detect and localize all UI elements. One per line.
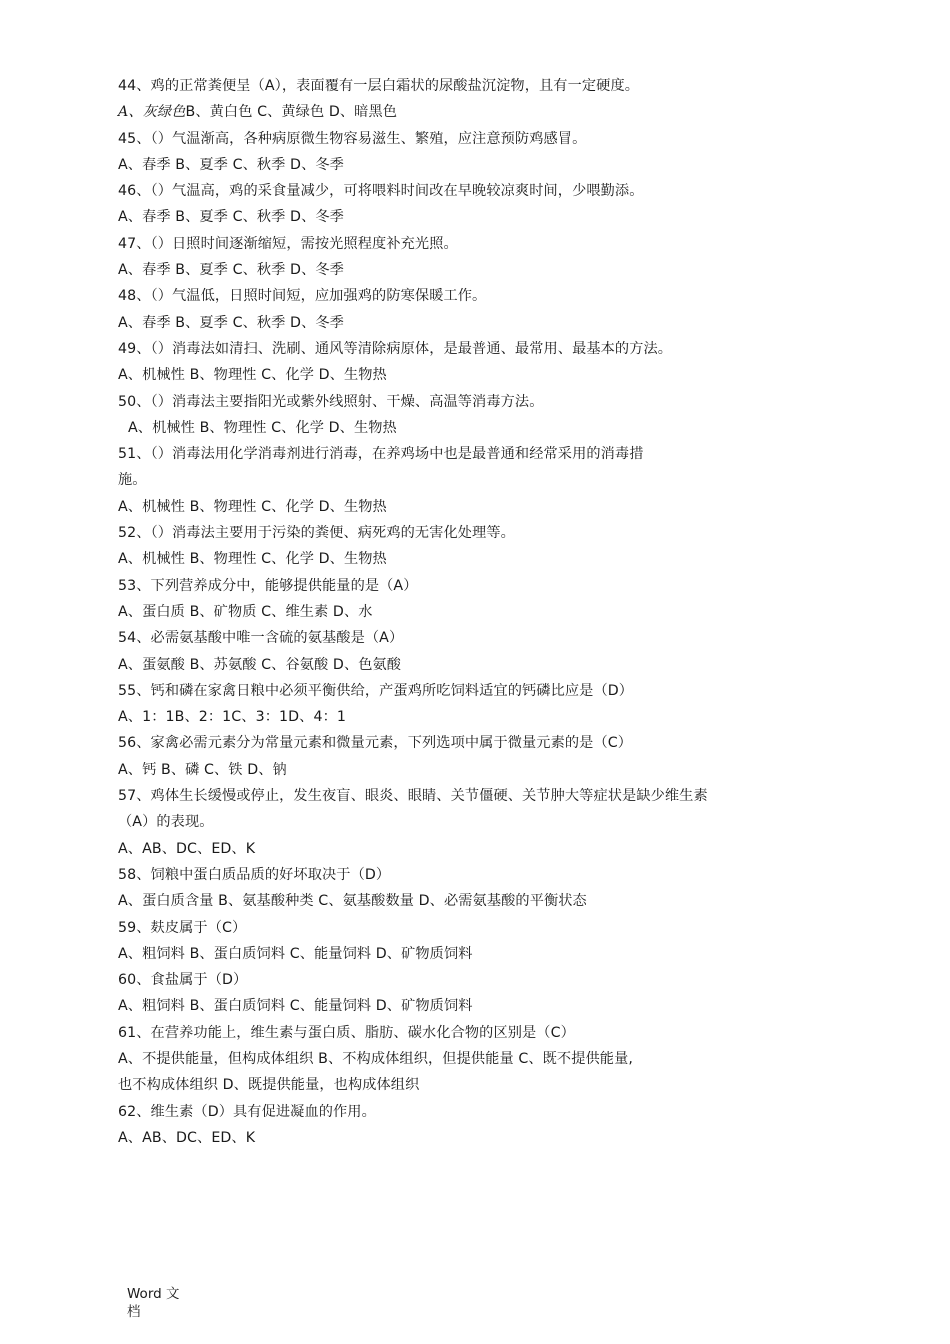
question-54: 54、必需氨基酸中唯一含硫的氨基酸是（A） [118, 630, 404, 647]
options-52: A、机械性 B、物理性 C、化学 D、生物热 [118, 551, 387, 568]
question-62: 62、维生素（D）具有促进凝血的作用。 [118, 1103, 376, 1120]
options-53: A、蛋白质 B、矿物质 C、维生素 D、水 [118, 603, 373, 620]
options-62: A、AB、DC、ED、K [118, 1129, 256, 1146]
question-59: 59、麸皮属于（C） [118, 919, 247, 936]
options-47: A、春季 B、夏季 C、秋季 D、冬季 [118, 262, 344, 279]
options-56: A、钙 B、磷 C、铁 D、钠 [118, 761, 287, 778]
question-52: 52、（）消毒法主要用于污染的粪便、病死鸡的无害化处理等。 [118, 525, 515, 542]
options-61-cont: 也不构成体组织 D、既提供能量，也构成体组织 [118, 1077, 420, 1094]
question-46: 46、（）气温高，鸡的采食量减少，可将喂料时间改在早晚较凉爽时间，少喂勤添。 [118, 183, 644, 200]
options-44 [118, 99, 858, 125]
question-48: 48、（）气温低，日照时间短，应加强鸡的防寒保暖工作。 [118, 288, 487, 305]
question-45: 45、（）气温渐高，各种病原微生物容易滋生、繁殖，应注意预防鸡感冒。 [118, 130, 587, 147]
question-44: 44、鸡的正常粪便呈（A），表面覆有一层白霜状的尿酸盐沉淀物，且有一定硬度。 [118, 78, 640, 94]
question-57: 57、鸡体生长缓慢或停止，发生夜盲、眼炎、眼睛、关节僵硬、关节肿大等症状是缺少维生素 [118, 788, 708, 805]
question-57-cont: （A）的表现。 [118, 814, 214, 831]
options-57: A、AB、DC、ED、K [118, 840, 256, 857]
question-55: 55、钙和磷在家禽日粮中必须平衡供给，产蛋鸡所吃饲料适宜的钙磷比应是（D） [118, 682, 634, 699]
option-44-a: A、灰绿色 [118, 104, 186, 121]
options-61: A、不提供能量，但构成体组织 B、不构成体组织，但提供能量 C、既不提供能量, [118, 1050, 633, 1067]
options-51: A、机械性 B、物理性 C、化学 D、生物热 [118, 498, 387, 515]
options-46: A、春季 B、夏季 C、秋季 D、冬季 [118, 209, 344, 226]
options-55: A、1：1B、2：1C、3：1D、4：1 [118, 709, 346, 726]
question-60: 60、食盐属于（D） [118, 972, 248, 989]
footer-line-1: Word 文 [127, 1286, 180, 1302]
options-60: A、粗饲料 B、蛋白质饲料 C、能量饲料 D、矿物质饲料 [118, 998, 473, 1015]
question-49: 49、（）消毒法如清扫、洗刷、通风等清除病原体，是最普通、最常用、最基本的方法。 [118, 340, 673, 357]
options-49: A、机械性 B、物理性 C、化学 D、生物热 [118, 367, 387, 384]
options-45: A、春季 B、夏季 C、秋季 D、冬季 [118, 156, 344, 173]
options-48: A、春季 B、夏季 C、秋季 D、冬季 [118, 314, 344, 331]
page-footer [127, 1285, 197, 1321]
options-54: A、蛋氨酸 B、苏氨酸 C、谷氨酸 D、色氨酸 [118, 656, 402, 673]
question-53: 53、下列营养成分中，能够提供能量的是（A） [118, 577, 418, 594]
options-58: A、蛋白质含量 B、氨基酸种类 C、氨基酸数量 D、必需氨基酸的平衡状态 [118, 893, 587, 910]
document-body [118, 73, 858, 1151]
footer-line-2: 档 [127, 1304, 141, 1320]
options-59: A、粗饲料 B、蛋白质饲料 C、能量饲料 D、矿物质饲料 [118, 945, 473, 962]
question-47: 47、（）日照时间逐渐缩短，需按光照程度补充光照。 [118, 235, 458, 252]
options-50: A、机械性 B、物理性 C、化学 D、生物热 [128, 419, 397, 436]
question-51: 51、（）消毒法用化学消毒剂进行消毒，在养鸡场中也是最普通和经常采用的消毒措 [118, 446, 644, 463]
question-50: 50、（）消毒法主要指阳光或紫外线照射、干燥、高温等消毒方法。 [118, 393, 544, 410]
question-58: 58、饲粮中蛋白质品质的好坏取决于（D） [118, 866, 391, 883]
option-44-rest: B、黄白色 C、黄绿色 D、暗黑色 [185, 104, 398, 121]
question-51-cont: 施。 [118, 472, 147, 489]
question-56: 56、家禽必需元素分为常量元素和微量元素，下列选项中属于微量元素的是（C） [118, 735, 633, 752]
question-61: 61、在营养功能上，维生素与蛋白质、脂肪、碳水化合物的区别是（C） [118, 1024, 575, 1041]
